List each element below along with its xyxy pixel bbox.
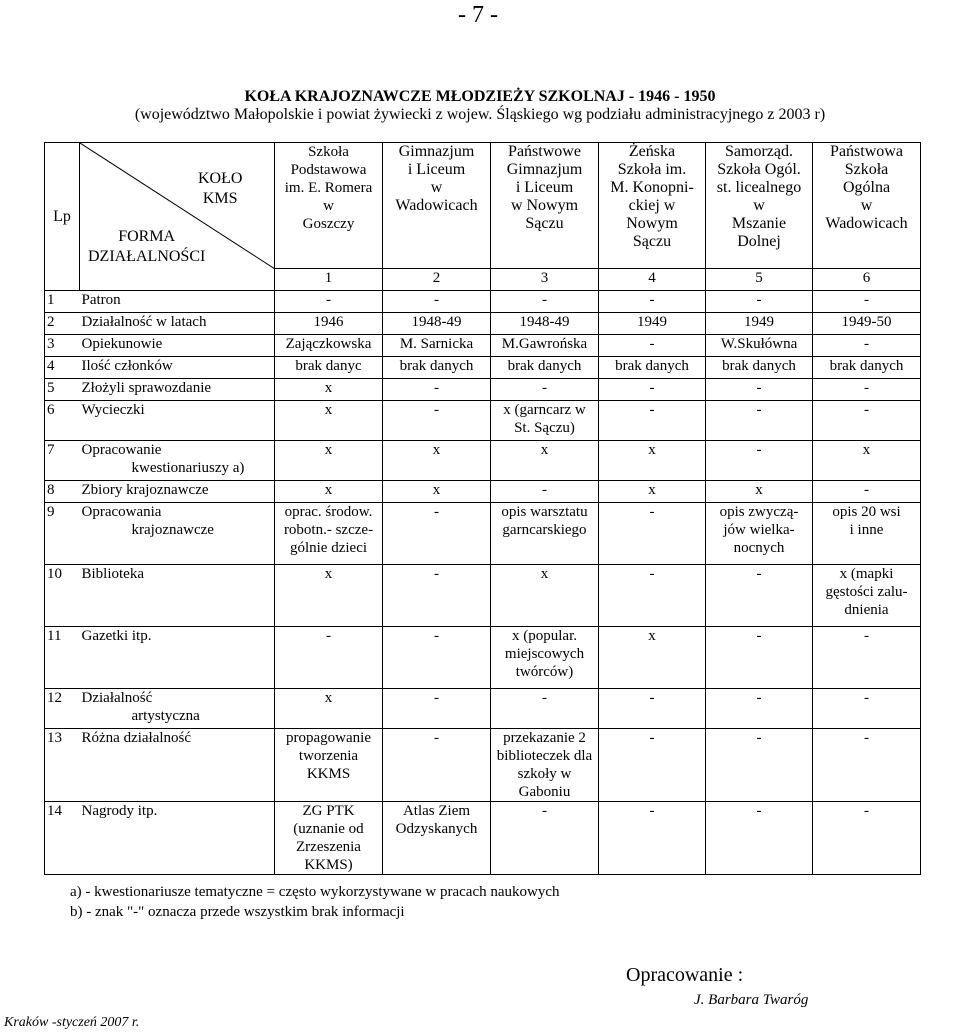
table-row xyxy=(45,689,921,729)
table-cell: - xyxy=(599,729,706,802)
table-cell: - xyxy=(599,335,706,357)
table-cell: x xyxy=(383,441,491,481)
table-cell: W.Skułówna xyxy=(706,335,813,357)
page-number: - 7 - xyxy=(458,2,498,28)
row-label-text: Różna działalność xyxy=(81,730,192,746)
table-cell: - xyxy=(491,379,599,401)
table-cell: oprac. środow. robotn.- szcze- gólnie dzieci xyxy=(275,503,383,565)
table-cell: - xyxy=(813,689,921,729)
school-header: Państwowa Szkoła Ogólna w Wadowicach xyxy=(813,143,921,269)
table-cell: x xyxy=(491,565,599,627)
column-number: 4 xyxy=(599,269,706,291)
document-title: KOŁA KRAJOZNAWCZE MŁODZIEŻY SZKOLNAJ - 1946 - 1950 xyxy=(244,88,716,105)
footnote-b: b) - znak "-" oznacza przede wszystkim brak informacji xyxy=(70,904,405,920)
column-number: 1 xyxy=(275,269,383,291)
table-cell: - xyxy=(706,729,813,802)
prepared-by-label: Opracowanie : xyxy=(626,964,744,986)
table-cell: - xyxy=(706,441,813,481)
row-number: 8 xyxy=(45,481,80,503)
row-number: 11 xyxy=(45,627,80,689)
table-cell: x xyxy=(275,481,383,503)
row-label xyxy=(80,291,275,313)
place-date: Kraków -styczeń 2007 r. xyxy=(4,1015,140,1030)
table-cell: - xyxy=(813,729,921,802)
row-label-text: Działalność w latach xyxy=(81,314,207,330)
school-header: Żeńska Szkoła im. M. Konopni- ckiej w Nowym Sączu xyxy=(599,143,706,269)
row-label-text: Opiekunowie xyxy=(81,336,163,352)
column-number: 3 xyxy=(491,269,599,291)
row-label xyxy=(80,379,275,401)
table-cell: x xyxy=(383,481,491,503)
row-label-text: Zbiory krajoznawcze xyxy=(81,482,209,498)
table-cell: - xyxy=(706,689,813,729)
row-label-continuation: krajoznawcze xyxy=(131,522,214,538)
table-cell: 1948-49 xyxy=(383,313,491,335)
table-cell: x xyxy=(599,627,706,689)
table-cell: - xyxy=(599,503,706,565)
table-cell: - xyxy=(813,335,921,357)
table-cell: - xyxy=(275,291,383,313)
row-number: 1 xyxy=(45,291,80,313)
row-label xyxy=(80,313,275,335)
table-row xyxy=(45,729,921,802)
row-number: 9 xyxy=(45,503,80,565)
table-cell: x xyxy=(599,481,706,503)
row-label xyxy=(80,729,275,802)
table-row xyxy=(45,291,921,313)
column-number: 6 xyxy=(813,269,921,291)
table-cell: x xyxy=(275,379,383,401)
row-label-text: Gazetki itp. xyxy=(81,628,152,644)
table-cell: - xyxy=(813,379,921,401)
row-label xyxy=(80,357,275,379)
row-label xyxy=(80,441,275,481)
table-cell: - xyxy=(599,565,706,627)
table-cell: - xyxy=(706,291,813,313)
row-number: 10 xyxy=(45,565,80,627)
table-cell: - xyxy=(383,379,491,401)
table-cell: - xyxy=(383,565,491,627)
table-cell: x (garncarz w St. Sączu) xyxy=(491,401,599,441)
row-label xyxy=(80,565,275,627)
row-label-text: Biblioteka xyxy=(81,566,144,582)
table-row xyxy=(45,401,921,441)
row-label xyxy=(80,627,275,689)
table-cell: - xyxy=(706,401,813,441)
table-cell: opis 20 wsi i inne xyxy=(813,503,921,565)
row-number: 6 xyxy=(45,401,80,441)
table-cell: x (popular. miejscowych twórców) xyxy=(491,627,599,689)
table-cell: brak danych xyxy=(383,357,491,379)
row-label xyxy=(80,401,275,441)
table-cell: x (mapki gęstości zalu- dnienia xyxy=(813,565,921,627)
table-cell: - xyxy=(599,401,706,441)
row-label-text: Nagrody itp. xyxy=(81,803,158,819)
table-row xyxy=(45,313,921,335)
table-row xyxy=(45,335,921,357)
table-cell: M.Gawrońska xyxy=(491,335,599,357)
row-number: 14 xyxy=(45,802,80,875)
clubs-table xyxy=(44,142,921,875)
row-number: 7 xyxy=(45,441,80,481)
table-cell: - xyxy=(813,481,921,503)
row-number: 4 xyxy=(45,357,80,379)
table-row xyxy=(45,802,921,875)
table-cell: 1949 xyxy=(599,313,706,335)
row-label-continuation: kwestionariuszy a) xyxy=(131,460,245,476)
table-cell: 1948-49 xyxy=(491,313,599,335)
column-number: 5 xyxy=(706,269,813,291)
table-cell: - xyxy=(706,379,813,401)
table-cell: - xyxy=(599,802,706,875)
school-header: Szkoła Podstawowa im. E. Romera w Goszczy xyxy=(275,143,383,269)
row-number: 5 xyxy=(45,379,80,401)
table-cell: - xyxy=(383,729,491,802)
row-label-text: Działalność xyxy=(81,690,153,706)
table-row xyxy=(45,441,921,481)
table-cell: - xyxy=(706,565,813,627)
row-label xyxy=(80,335,275,357)
table-cell: - xyxy=(491,291,599,313)
row-label xyxy=(80,503,275,565)
table-cell: - xyxy=(275,627,383,689)
row-label-text: Ilość członków xyxy=(81,358,173,374)
row-label-text: Wycieczki xyxy=(81,402,145,418)
table-row xyxy=(45,481,921,503)
table-cell: - xyxy=(706,627,813,689)
table-cell: - xyxy=(813,627,921,689)
school-header: Państwowe Gimnazjum i Liceum w Nowym Sączu xyxy=(491,143,599,269)
table-row xyxy=(45,357,921,379)
corner-label-form: FORMA DZIAŁALNOŚCI xyxy=(88,228,206,265)
row-number: 13 xyxy=(45,729,80,802)
table-cell: brak danych xyxy=(813,357,921,379)
table-cell: propagowanie tworzenia KKMS xyxy=(275,729,383,802)
row-label-text: Opracowania xyxy=(81,504,162,520)
author-name: J. Barbara Twaróg xyxy=(694,992,809,1008)
table-cell: - xyxy=(706,802,813,875)
table-cell: - xyxy=(813,291,921,313)
table-cell: opis zwyczą- jów wielka- nocnych xyxy=(706,503,813,565)
table-cell: M. Sarnicka xyxy=(383,335,491,357)
row-label-continuation: artystyczna xyxy=(131,708,200,724)
table-cell: x xyxy=(275,441,383,481)
table-cell: brak danych xyxy=(599,357,706,379)
table-cell: - xyxy=(599,379,706,401)
column-number: 2 xyxy=(383,269,491,291)
table-cell: x xyxy=(491,441,599,481)
row-number: 2 xyxy=(45,313,80,335)
row-label xyxy=(80,802,275,875)
document-subtitle: (województwo Małopolskie i powiat żywiecki z wojew. Śląskiego wg podziału administracyjnego z 2003 r) xyxy=(134,106,826,123)
table-cell: - xyxy=(383,627,491,689)
table-cell: - xyxy=(383,401,491,441)
corner-label-club: KOŁO KMS xyxy=(198,170,243,207)
row-label-text: Opracowanie xyxy=(81,442,162,458)
table-cell: - xyxy=(383,291,491,313)
table-row xyxy=(45,565,921,627)
table-cell: x xyxy=(706,481,813,503)
table-cell: - xyxy=(383,503,491,565)
table-row xyxy=(45,379,921,401)
table-cell: 1949 xyxy=(706,313,813,335)
table-cell: - xyxy=(599,689,706,729)
table-cell: 1946 xyxy=(275,313,383,335)
table-cell: x xyxy=(275,401,383,441)
row-label xyxy=(80,481,275,503)
table-cell: Zajączkowska xyxy=(275,335,383,357)
table-cell: - xyxy=(491,802,599,875)
table-cell: brak danych xyxy=(491,357,599,379)
lp-header: Lp xyxy=(45,143,80,291)
row-label-text: Złożyli sprawozdanie xyxy=(81,380,212,396)
table-cell: ZG PTK (uznanie od Zrzeszenia KKMS) xyxy=(275,802,383,875)
table-cell: brak danyc xyxy=(275,357,383,379)
row-label xyxy=(80,689,275,729)
table-cell: - xyxy=(491,689,599,729)
table-cell: - xyxy=(383,689,491,729)
table-cell: opis warsztatu garncarskiego xyxy=(491,503,599,565)
table-cell: 1949-50 xyxy=(813,313,921,335)
row-number: 12 xyxy=(45,689,80,729)
table-cell: przekazanie 2 biblioteczek dla szkoły w Gaboniu xyxy=(491,729,599,802)
row-number: 3 xyxy=(45,335,80,357)
table-cell: - xyxy=(599,291,706,313)
table-cell: - xyxy=(813,802,921,875)
table-row xyxy=(45,627,921,689)
table-row xyxy=(45,503,921,565)
table-cell: x xyxy=(813,441,921,481)
table-cell: x xyxy=(275,689,383,729)
table-cell: x xyxy=(275,565,383,627)
footnote-a: a) - kwestionariusze tematyczne = często wykorzystywane w pracach naukowych xyxy=(70,884,560,900)
table-cell: brak danych xyxy=(706,357,813,379)
row-label-text: Patron xyxy=(81,292,121,308)
school-header: Gimnazjum i Liceum w Wadowicach xyxy=(383,143,491,269)
table-cell: x xyxy=(599,441,706,481)
table-cell: Atlas Ziem Odzyskanych xyxy=(383,802,491,875)
table-cell: - xyxy=(813,401,921,441)
diagonal-header-cell xyxy=(80,143,275,291)
table-cell: - xyxy=(491,481,599,503)
school-header: Samorząd. Szkoła Ogól. st. licealnego w Mszanie Dolnej xyxy=(706,143,813,269)
